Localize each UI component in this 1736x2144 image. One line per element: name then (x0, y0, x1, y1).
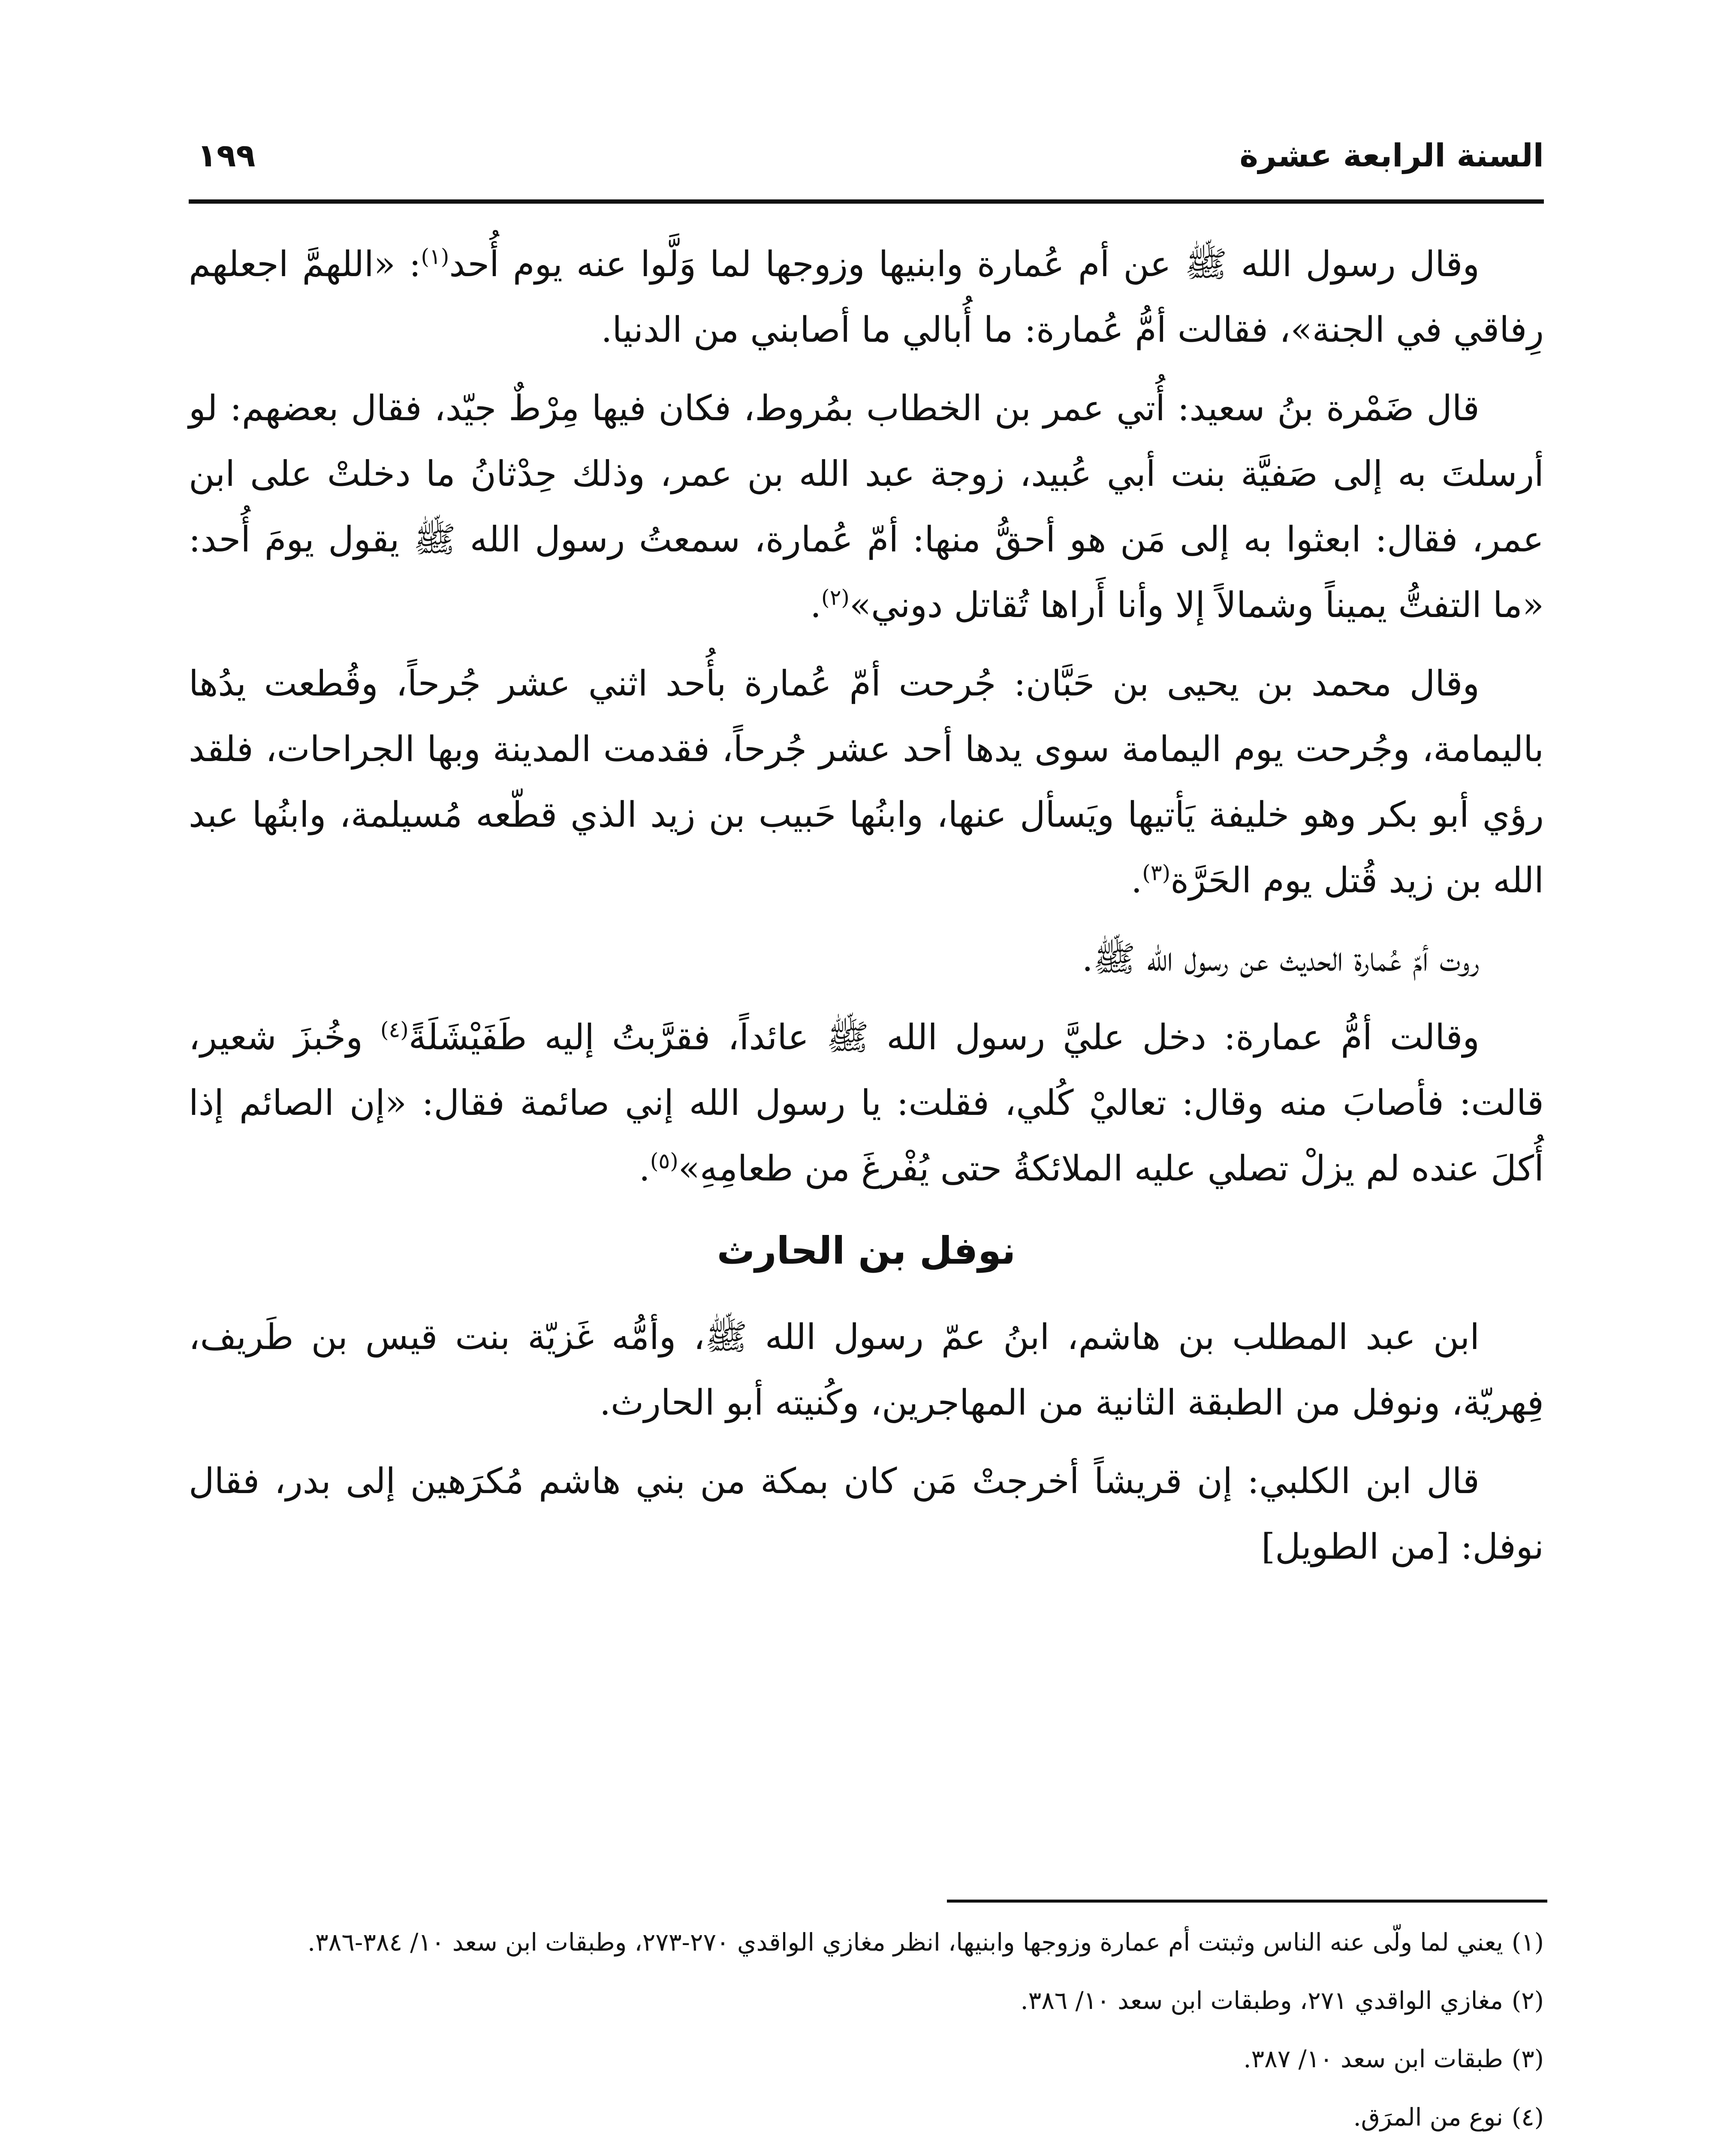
paragraph-text: . (810, 585, 822, 626)
footnote (189, 2094, 1544, 2141)
footnote-ref: (٢) (821, 585, 850, 610)
footnotes (189, 1919, 1544, 2144)
footnote-number: (٤) (1511, 2103, 1544, 2132)
footnote-ref: (٤) (380, 1017, 409, 1042)
footnote-text: يعني لما ولّى عنه الناس وثبتت أم عمارة وزوجها وابنيها، انظر مغازي الواقدي ٢٧٠-٢٧٣، وطبقات ابن سعد ١٠/ ٣٨٤-٣٨٦. (307, 1928, 1503, 1957)
paragraph: قال ابن الكلبي: إن قريشاً أخرجتْ مَن كان بمكة من بني هاشم مُكرَهين إلى بدر، فقال نوفل: [من الطويل] (189, 1461, 1544, 1567)
footnote-ref: (٣) (1142, 860, 1171, 885)
header-rule (189, 199, 1544, 204)
footnote-number: (٣) (1511, 2045, 1544, 2073)
paragraph-text: روت أمّ عُمارة الحديث عن رسول الله ﷺ. (1082, 939, 1480, 979)
paragraph (189, 232, 1544, 363)
footnote (189, 2036, 1544, 2083)
paragraph: ابن عبد المطلب بن هاشم، ابنُ عمّ رسول الله ﷺ، وأمُّه غَزيّة بنت قيس بن طَريف، فِهريّة، ونوفل من الطبقة الثانية من المهاجرين، وكُنيته أبو الحارث. (189, 1317, 1544, 1423)
paragraph-text: وقال محمد بن يحيى بن حَبَّان: جُرحت أمّ عُمارة بأُحد اثني عشر جُرحاً، وقُطعت يدُها باليمامة، وجُرحت يوم اليمامة سوى يدها أحد عشر جُرحاً، فقدمت المدينة وبها الجراحات، فلقد رؤي أبو بكر وهو خليفة يَأتيها ويَسأل عنها، وابنُها حَبيب بن زيد الذي قطّعه مُسيلمة، وابنُها عبد الله بن زيد قُتل يوم الحَرَّة (189, 663, 1544, 901)
footnote-number: (١) (1511, 1928, 1544, 1957)
paragraph-text: وقال رسول الله ﷺ عن أم عُمارة وابنيها وزوجها لما وَلَّوا عنه يوم أُحد (449, 244, 1480, 285)
paragraph (189, 1005, 1544, 1201)
footnote-ref: (٥) (650, 1148, 678, 1174)
footnote-ref: (١) (421, 244, 449, 269)
paragraph (189, 376, 1544, 638)
footnote-text: طبقات ابن سعد ١٠/ ٣٨٧. (1243, 2045, 1503, 2073)
paragraph (189, 926, 1544, 992)
paragraph-text: وقالت أمُّ عمارة: دخل عليَّ رسول الله ﷺ عائداً، فقرَّبتُ إليه طَفَيْشَلَةً (408, 1017, 1480, 1058)
footnote-number: (٢) (1511, 1987, 1544, 2015)
footnote-text: مغازي الواقدي ٢٧١، وطبقات ابن سعد ١٠/ ٣٨٦. (1020, 1987, 1503, 2015)
paragraph-text: . (1131, 860, 1142, 901)
page-header (189, 129, 1544, 189)
page-number: ١٩٩ (197, 137, 256, 174)
main-text (189, 232, 1544, 1593)
footnote (189, 1977, 1544, 2024)
section-heading: نوفل بن الحارث (717, 1229, 1016, 1273)
paragraph-text: . (639, 1148, 650, 1189)
paragraph-text: وخُبزَ شعير، قالت: فأصابَ منه وقال: تعاليْ كُلي، فقلت: يا رسول الله إني صائمة فقال: «إن الصائم إذا أُكلَ عنده لم يزلْ تصلي عليه الملائكةُ حتى يُفْرغَ من طعامِهِ» (189, 1017, 1544, 1189)
paragraph-text: قال ضَمْرة بنُ سعيد: أُتي عمر بن الخطاب بمُروط، فكان فيها مِرْطٌ جيّد، فقال بعضهم: لو أرسلتَ به إلى صَفيَّة بنت أبي عُبيد، زوجة عبد الله بن عمر، وذلك حِدْثانُ ما دخلتْ على ابن عمر، فقال: ابعثوا به إلى مَن هو أحقُّ منها: أمّ عُمارة، سمعتُ رسول الله ﷺ يقول يومَ أُحد: «ما التفتُّ يميناً وشمالاً إلا وأنا أَراها تُقاتل دوني» (189, 388, 1544, 626)
footnote (189, 1919, 1544, 1966)
paragraph (189, 651, 1544, 913)
paragraph-text: : «اللهمَّ اجعلهم رِفاقي في الجنة»، فقالت أمُّ عُمارة: ما أُبالي ما أصابني من الدنيا. (189, 244, 1544, 350)
footnote-rule (947, 1900, 1547, 1903)
running-title: السنة الرابعة عشرة (1239, 137, 1544, 174)
footnote-text: نوع من المرَق. (1353, 2103, 1503, 2132)
